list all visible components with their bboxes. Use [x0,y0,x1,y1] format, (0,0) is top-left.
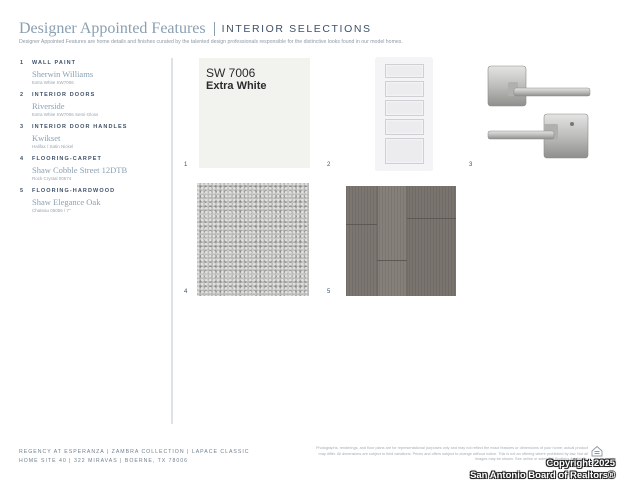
feature-detail: Extra White SW7006 Semi-Gloss [32,112,99,117]
plank-seam [377,260,407,261]
hardwood-swatch [346,186,456,296]
door-panel [385,64,424,78]
title-divider [214,22,215,36]
copyright-year: Copyright 2025 [546,458,615,469]
page-title: Designer Appointed Features [19,20,206,37]
door-panel [385,81,424,97]
footer-homesite: HOME SITE 40 | 322 MIRAVAS | BOERNE, TX 78006 [19,458,189,464]
plank-seam [407,218,456,219]
feature-item-carpet [20,156,170,181]
feature-number: 1 [20,60,24,66]
tile-number-3: 3 [469,162,473,168]
feature-item-interior-doors [20,92,170,117]
feature-item-hardwood [20,188,170,213]
feature-number: 4 [20,156,24,162]
page-header [19,20,372,38]
door-panel [385,100,424,116]
feature-category: INTERIOR DOORS [32,92,96,98]
feature-name: Shaw Cobble Street 12DTB [32,165,128,175]
feature-number: 5 [20,188,24,194]
feature-name: Sherwin Williams [32,69,94,79]
feature-category: INTERIOR DOOR HANDLES [32,124,128,130]
carpet-swatch [197,183,309,296]
feature-category: FLOORING-HARDWOOD [32,188,116,194]
feature-item-wall-paint [20,60,170,85]
footer-legal: Photographs, renderings, and floor plans are for representational purposes only and may not reflect the exact features or dimensions of your home; actual product may differ. All dimensions are subject to field variations. Prices and offers subject to change without notice. This is not an offering where prohibited by law. Not all images may be shown. See online or sales Toll Brothers for details. [315,446,588,461]
footer-community: REGENCY AT ESPERANZA | ZAMBRA COLLECTION | LAPACE CLASSIC [19,449,250,455]
column-divider [171,58,173,424]
copyright-watermark [470,458,615,482]
feature-number: 3 [20,124,24,130]
tile-number-5: 5 [327,289,331,295]
feature-category: WALL PAINT [32,60,77,66]
tile-number-4: 4 [184,289,188,295]
feature-detail: Halifax / Satin Nickel [32,144,74,149]
feature-detail: Extra White SW7006 [32,80,74,85]
paint-code: SW 7006 [206,66,256,80]
feature-number: 2 [20,92,24,98]
handle-top [488,66,590,106]
features-list [20,60,170,220]
handle-bottom [488,114,588,158]
feature-name: Riverside [32,101,65,111]
plank-seam [346,224,377,225]
copyright-owner: San Antonio Board of Realtors® [470,470,615,481]
paint-name: Extra White [206,80,267,92]
equal-housing-icon [591,445,603,457]
feature-category: FLOORING-CARPET [32,156,102,162]
feature-detail: Chateau 05056 / 7" [32,208,71,213]
door-panel [385,138,424,164]
door-panel [385,119,424,135]
footer-address [19,448,250,466]
feature-name: Shaw Elegance Oak [32,197,101,207]
feature-name: Kwikset [32,133,61,143]
interior-door-image [376,58,432,170]
tile-number-2: 2 [327,162,331,168]
feature-item-door-handles [20,124,170,149]
page-subtitle: INTERIOR SELECTIONS [221,23,372,35]
intro-text: Designer Appointed Features are home details and finishes curated by the talented design professionals responsible for the distinctive looks found in our model homes. [19,39,403,45]
tile-number-1: 1 [184,162,188,168]
paint-swatch [199,58,310,168]
feature-detail: Rock Crystal 00574 [32,176,72,181]
door-handles-image [486,64,592,164]
